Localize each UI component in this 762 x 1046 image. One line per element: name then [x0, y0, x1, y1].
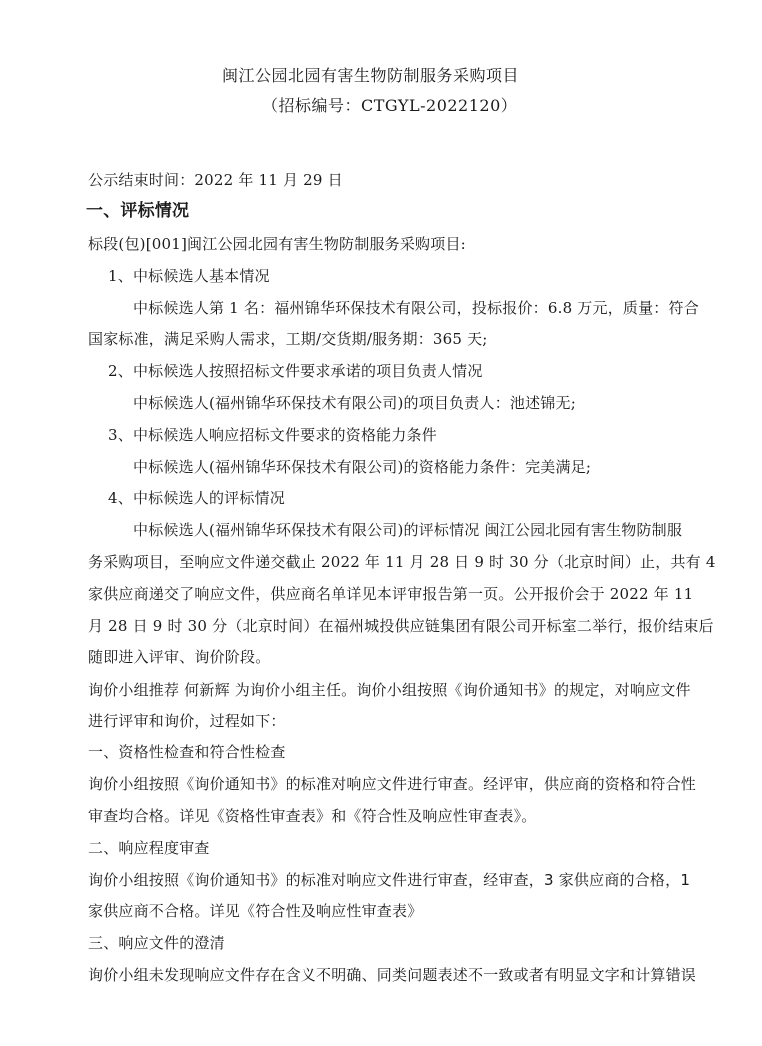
item-1-text: 中标候选人第 1 名：福州锦华环保技术有限公司，投标报价：6.8 万元，质量：符合 [133, 299, 699, 317]
item-4-title: 4、中标候选人的评标情况 [108, 489, 285, 507]
item-3-title: 3、中标候选人响应招标文件要求的资格能力条件 [108, 426, 437, 444]
check-heading-clarification: 三、响应文件的澄清 [88, 934, 225, 952]
check-text: 家供应商不合格。详见《符合性及响应性审查表》 [88, 902, 423, 920]
notice-end-time: 公示结束时间：2022 年 11 月 29 日 [88, 171, 343, 189]
check-text: 询价小组按照《询价通知书》的标准对响应文件进行审查，经审查，3 家供应商的合格，1 [88, 871, 691, 889]
item-1-text: 国家标准，满足采购人需求，工期/交货期/服务期：365 天; [88, 330, 488, 348]
item-3-text: 中标候选人(福州锦华环保技术有限公司)的资格能力条件：完美满足; [133, 458, 592, 476]
group-text: 进行评审和询价，过程如下： [88, 712, 286, 730]
item-4-text: 随即进入评审、询价阶段。 [88, 648, 271, 666]
item-2-title: 2、中标候选人按照招标文件要求承诺的项目负责人情况 [108, 362, 483, 380]
check-text: 询价小组未发现响应文件存在含义不明确、同类问题表述不一致或者有明显文字和计算错误 [88, 966, 697, 984]
check-heading-qualification: 一、资格性检查和符合性检查 [88, 743, 286, 761]
item-4-text: 月 28 日 9 时 30 分（北京时间）在福州城投供应链集团有限公司开标室二举行，报价结束后 [88, 617, 714, 635]
tender-number: （招标编号：CTGYL-2022120） [262, 96, 518, 115]
section-heading-evaluation: 一、评标情况 [86, 201, 190, 221]
item-4-text: 家供应商递交了响应文件，供应商名单详见本评审报告第一页。公开报价会于 2022 年 11 [88, 585, 694, 603]
item-4-text: 中标候选人(福州锦华环保技术有限公司)的评标情况 闽江公园北园有害生物防制服 [133, 521, 683, 539]
lot-description: 标段(包)[001]闽江公园北园有害生物防制服务采购项目: [88, 235, 466, 253]
document-title: 闽江公园北园有害生物防制服务采购项目 [222, 66, 520, 85]
item-2-text: 中标候选人(福州锦华环保技术有限公司)的项目负责人：池述锦无; [133, 394, 576, 412]
check-text: 询价小组按照《询价通知书》的标准对响应文件进行审查。经评审，供应商的资格和符合性 [88, 775, 697, 793]
item-1-title: 1、中标候选人基本情况 [108, 267, 270, 285]
check-text: 审查均合格。详见《资格性审查表》和《符合性及响应性审查表》。 [88, 807, 537, 825]
group-text: 询价小组推荐 何新辉 为询价小组主任。询价小组按照《询价通知书》的规定，对响应文件 [88, 681, 691, 699]
check-heading-response: 二、响应程度审查 [88, 839, 210, 857]
item-4-text: 务采购项目，至响应文件递交截止 2022 年 11 月 28 日 9 时 30 分（北京时间）止，共有 4 [88, 553, 716, 571]
